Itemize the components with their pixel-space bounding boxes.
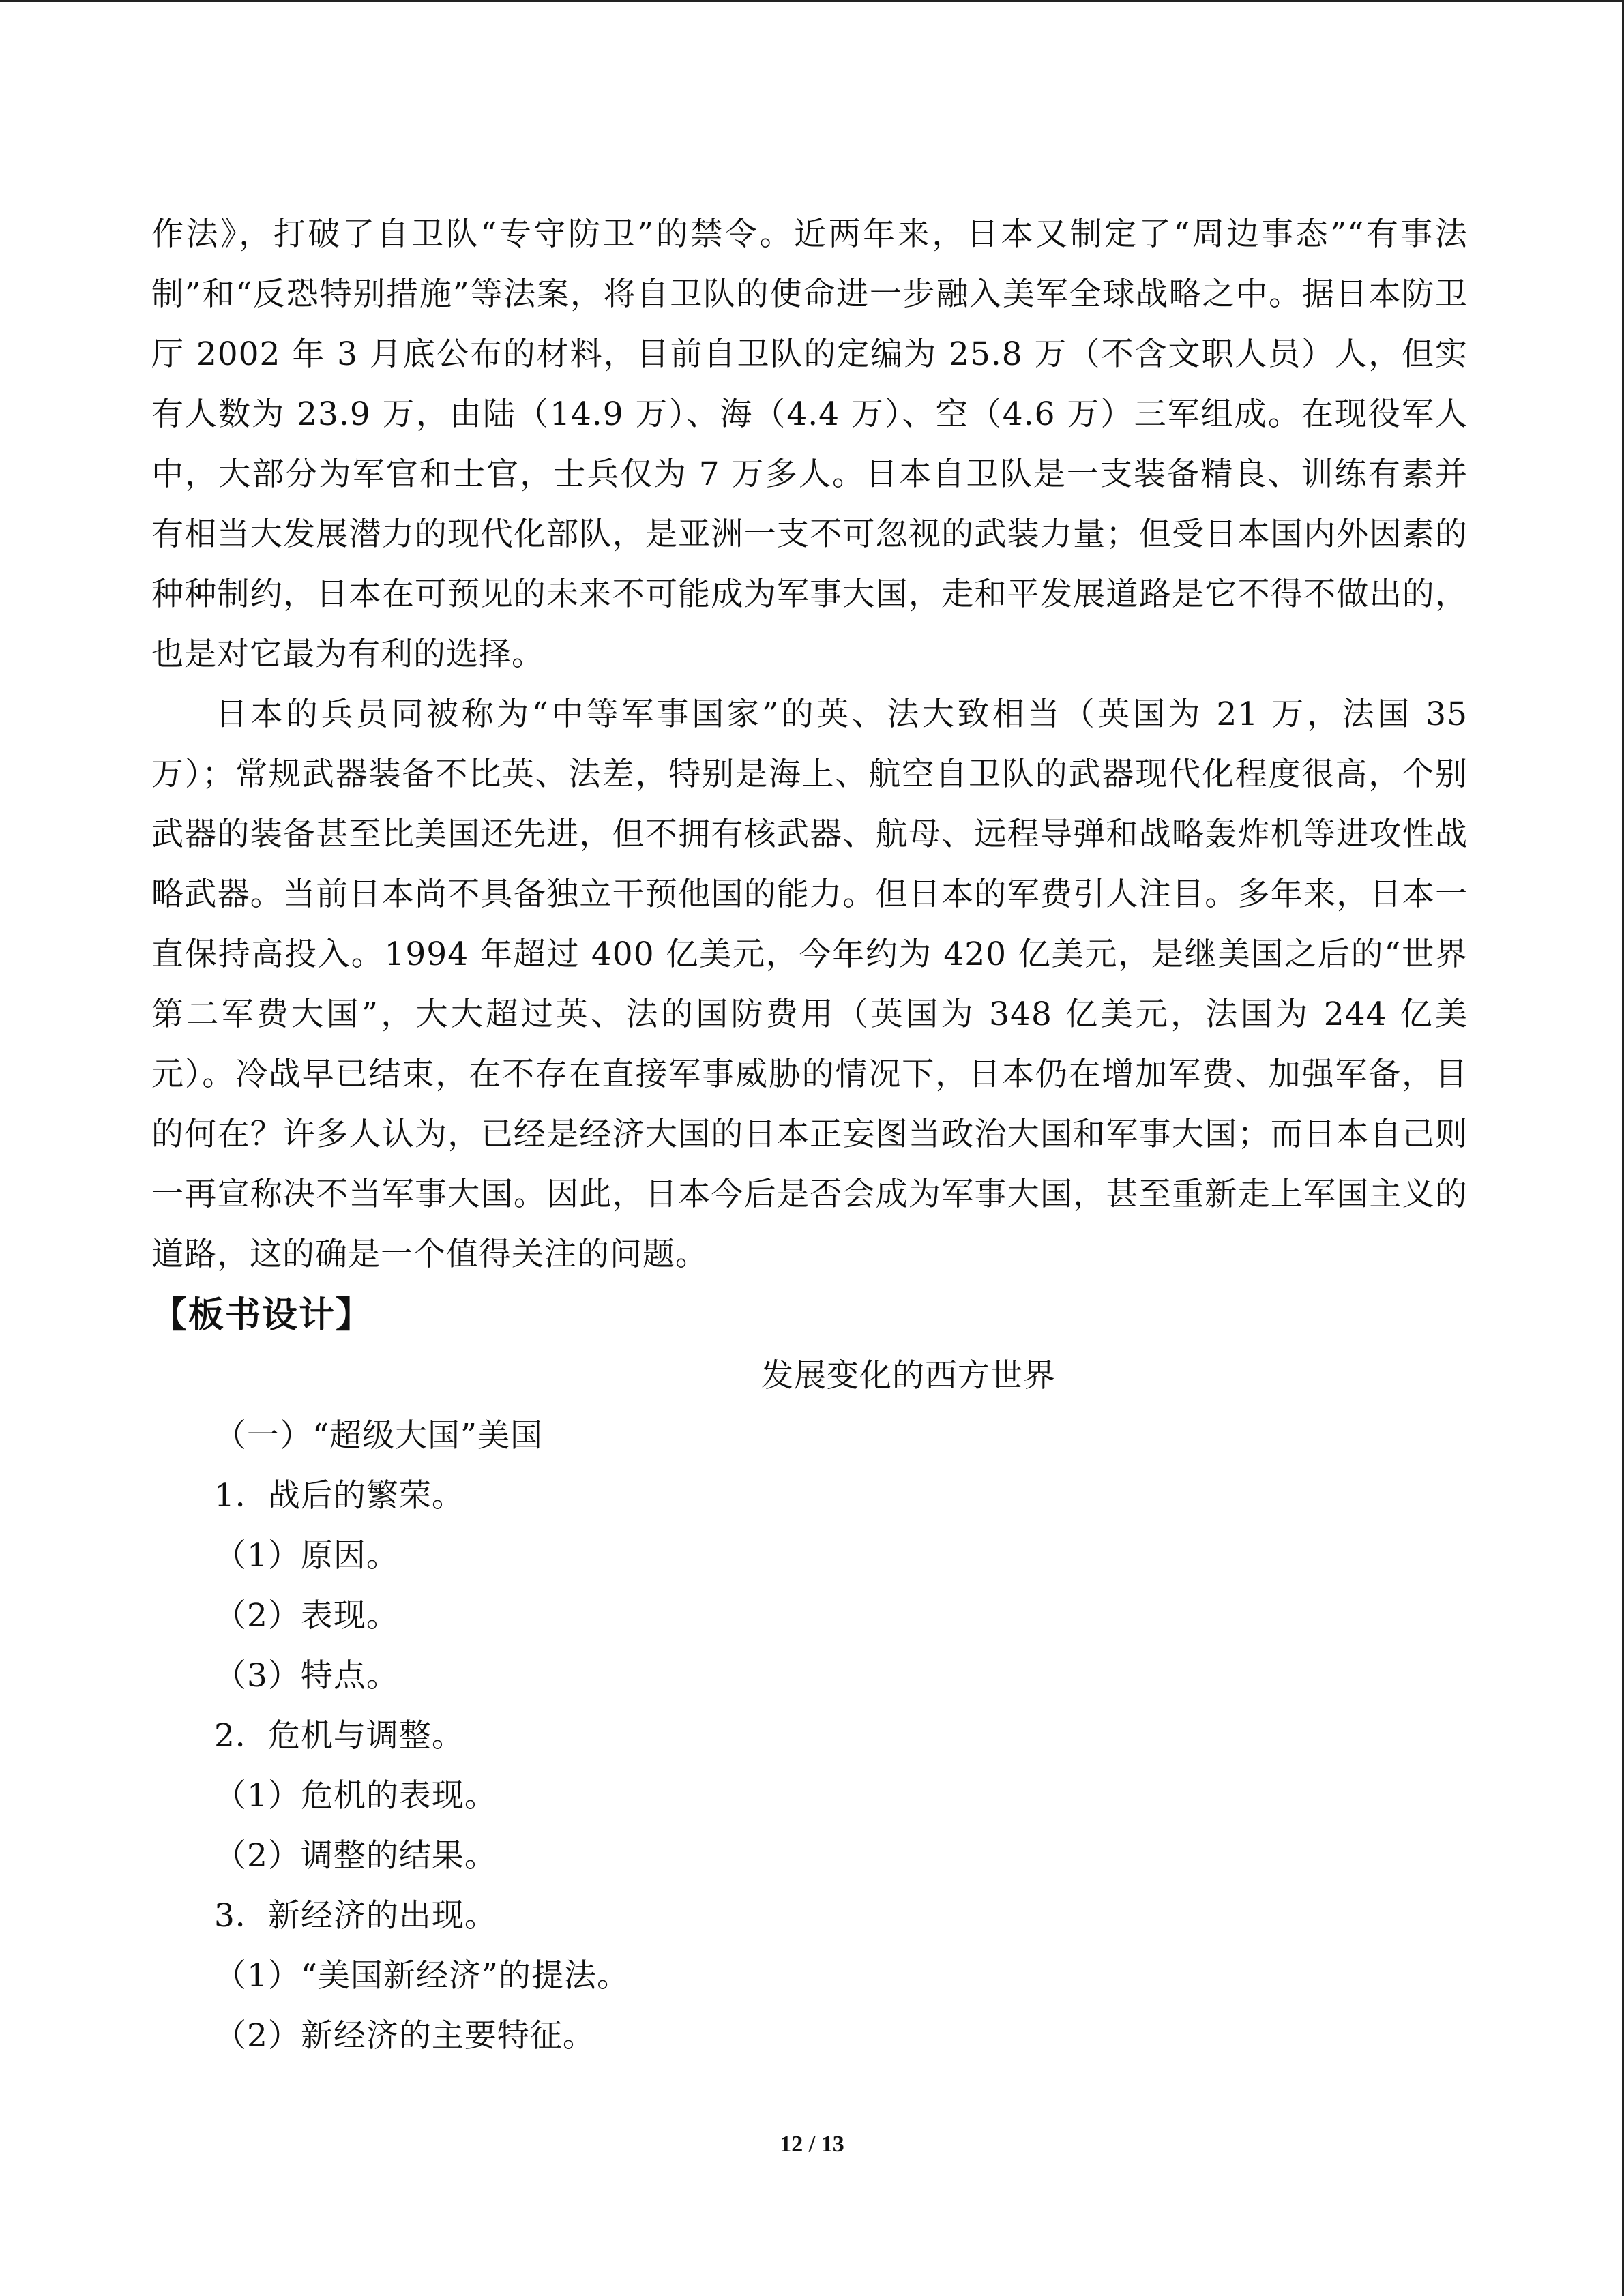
outline-subitem: （2）新经济的主要特征。 (214, 2017, 595, 2055)
outline-subitem: （1）危机的表现。 (214, 1777, 497, 1815)
page-border-top (0, 0, 1624, 2)
outline-section: （一）“超级大国”美国 (214, 1417, 544, 1455)
board-title: 发展变化的西方世界 (761, 1357, 1056, 1395)
outline-subitem: （2）表现。 (214, 1597, 399, 1635)
outline-subitem: （1）原因。 (214, 1537, 399, 1575)
outline-subitem: （3）特点。 (214, 1657, 399, 1695)
outline-item: 3．新经济的出现。 (214, 1897, 497, 1935)
page-number: 12 / 13 (780, 2132, 844, 2157)
body-paragraph-continued: 作法》，打破了自卫队“专守防卫”的禁令。近两年来，日本又制定了“周边事态”“有事法制”和“反恐特别措施”等法案，将自卫队的使命进一步融入美军全球战略之中。据日本防卫厅 2002 年 3 月底公布的材料，目前自卫队的定编为 25.8 万（不含文职人员）人，但实有人数为 23.9 万，由陆（14.9 万）、海（4.4 万）、空（4.6 万）三军组成。在现役军人中，大部分为军官和士官，士兵仅为 7 万多人。日本自卫队是一支装备精良、训练有素并有相当大发展潜力的现代化部队，是亚洲一支不可忽视的武装力量；但受日本国内外因素的种种制约，日本在可预见的未来不可能成为军事大国，走和平发展道路是它不得不做出的，也是对它最为有利的选择。 (151, 215, 1468, 673)
body-paragraph: 日本的兵员同被称为“中等军事国家”的英、法大致相当（英国为 21 万，法国 35 万）；常规武器装备不比英、法差，特别是海上、航空自卫队的武器现代化程度很高，个别武器的装备甚至比美国还先进，但不拥有核武器、航母、远程导弹和战略轰炸机等进攻性战略武器。当前日本尚不具备独立干预他国的能力。但日本的军费引人注目。多年来，日本一直保持高投入。1994 年超过 400 亿美元，今年约为 420 亿美元，是继美国之后的“世界第二军费大国”，大大超过英、法的国防费用（英国为 348 亿美元，法国为 244 亿美元）。冷战早已结束，在不存在直接军事威胁的情况下，日本仍在增加军费、加强军备，目的何在？许多人认为，已经是经济大国的日本正妄图当政治大国和军事大国；而日本自己则一再宣称决不当军事大国。因此，日本今后是否会成为军事大国，甚至重新走上军国主义的道路，这的确是一个值得关注的问题。 (151, 696, 1468, 1273)
outline-item: 2．危机与调整。 (214, 1717, 464, 1755)
document-content (151, 205, 1468, 2066)
section-heading-board-design: 【板书设计】 (151, 1295, 373, 1336)
outline-subitem: （2）调整的结果。 (214, 1837, 497, 1875)
outline-subitem: （1）“美国新经济”的提法。 (214, 1957, 630, 1995)
outline-item: 1．战后的繁荣。 (214, 1477, 464, 1515)
